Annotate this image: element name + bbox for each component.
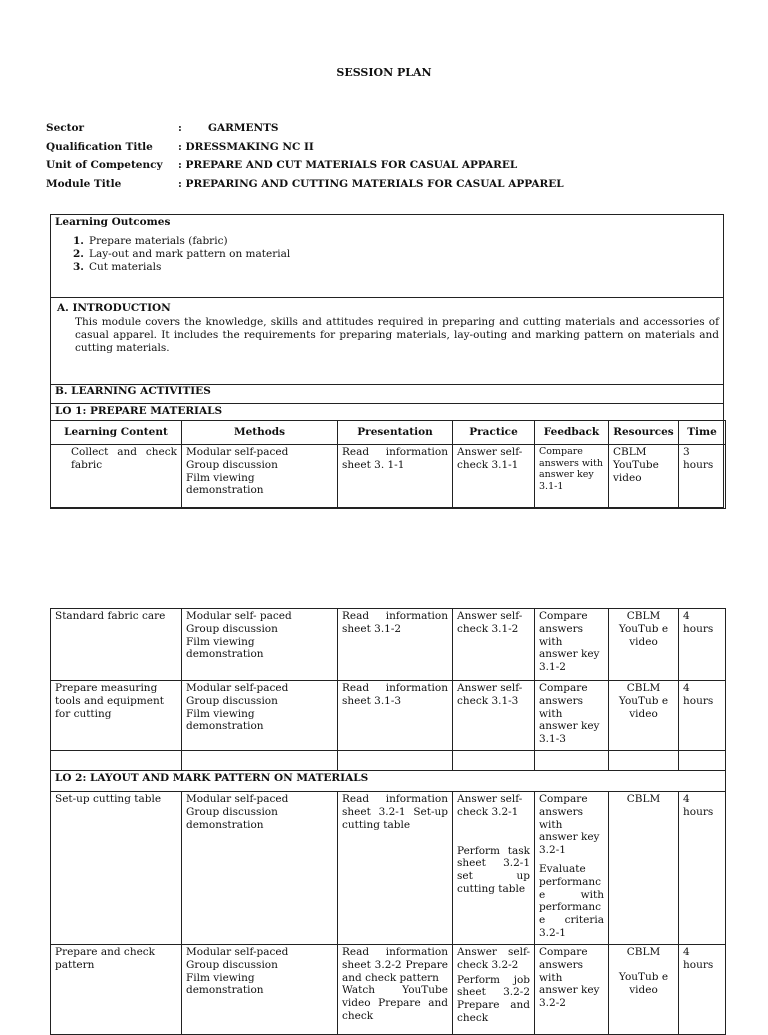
meta-sector-label: Sector <box>46 122 85 134</box>
table-row <box>51 792 726 945</box>
cell-time: 4 hours <box>679 681 726 751</box>
page-title: SESSION PLAN <box>336 66 432 79</box>
table-row <box>51 609 726 681</box>
cell-content: Standard fabric care <box>51 609 182 681</box>
table-row-empty <box>51 751 726 771</box>
cell-practice: Answer self-check 3.1-2 <box>453 609 535 681</box>
meta-module: Module Title : PREPARING AND CUTTING MATERIALS FOR CASUAL APPAREL <box>46 177 564 190</box>
table-row <box>51 681 726 751</box>
learning-activities-heading: B. LEARNING ACTIVITIES <box>55 385 211 397</box>
meta-module-value: PREPARING AND CUTTING MATERIALS FOR CASUAL APPAREL <box>185 177 564 190</box>
lo2-heading: LO 2: LAYOUT AND MARK PATTERN ON MATERIALS <box>51 771 726 792</box>
cell-content: Prepare and check pattern <box>51 945 182 1035</box>
cell-feedback: Compare answers with answer key 3.2-1 Evaluate performanc e with performanc e criteria 3.2-1 <box>535 792 609 945</box>
column-header: Methods <box>182 421 338 445</box>
divider <box>51 297 723 298</box>
cell-time: 4 hours <box>679 945 726 1035</box>
cell-presentation: Read information sheet 3.1-2 <box>338 609 453 681</box>
cell-practice: Answer self-check 3.2-1 Perform task sheet 3.2-1 set up cutting table <box>453 792 535 945</box>
meta-sector-value: GARMENTS <box>208 122 279 134</box>
column-header: Resources <box>609 421 679 445</box>
list-item: 3. Cut materials <box>73 260 162 273</box>
meta-unit: Unit of Competency : PREPARE AND CUT MATERIALS FOR CASUAL APPAREL <box>46 159 518 171</box>
column-header: Time <box>679 421 726 445</box>
cell-presentation: Read information sheet 3.2-1 Set-up cutting table <box>338 792 453 945</box>
cell-resources: CBLM YouTub e video <box>609 945 679 1035</box>
table-header-row <box>51 421 726 445</box>
cell-practice: Answer self-check 3.2-2 Perform job sheet 3.2-2 Prepare and check <box>453 945 535 1035</box>
cell-resources: CBLM YouTub e video <box>609 609 679 681</box>
cell-feedback: Compare answers with answer key 3.1-1 <box>535 445 609 509</box>
cell-feedback: Compare answers with answer key 3.1-2 <box>535 609 609 681</box>
learning-outcomes-list <box>73 235 290 273</box>
session-meta <box>46 122 564 196</box>
table-row <box>51 945 726 1035</box>
meta-unit-value: PREPARE AND CUT MATERIALS FOR CASUAL APPAREL <box>185 159 518 171</box>
cell-content: Prepare measuring tools and equipment for cutting <box>51 681 182 751</box>
cell-resources: CBLM YouTube video <box>609 445 679 509</box>
divider <box>51 403 723 404</box>
cell-presentation: Read information sheet 3. 1-1 <box>338 445 453 509</box>
activities-table-lo1 <box>50 420 726 509</box>
cell-time: 3 hours <box>679 445 726 509</box>
cell-feedback: Compare answers with answer key 3.2-2 <box>535 945 609 1035</box>
column-header: Learning Content <box>51 421 182 445</box>
cell-presentation: Read information sheet 3.1-3 <box>338 681 453 751</box>
cell-methods: Modular self-paced Group discussion Film viewing demonstration <box>182 445 338 509</box>
cell-practice: Answer self-check 3.1-3 <box>453 681 535 751</box>
cell-practice: Answer self-check 3.1-1 <box>453 445 535 509</box>
learning-outcomes-heading: Learning Outcomes <box>55 216 171 228</box>
introduction-text: This module covers the knowledge, skills and attitudes required in preparing and cutting materials and accessories of casual apparel. It includes the requirements for preparing materials, lay-outing and marking pattern on materials and cutting materials. <box>75 316 719 354</box>
cell-presentation: Read information sheet 3.2-2 Prepare and check pattern Watch YouTube video Prepare and check <box>338 945 453 1035</box>
meta-qualification-label: Qualification Title <box>46 140 153 153</box>
list-item: 1. Prepare materials (fabric) <box>73 235 228 247</box>
meta-unit-label: Unit of Competency <box>46 159 163 171</box>
cell-content: Set-up cutting table <box>51 792 182 945</box>
cell-resources: CBLM YouTub e video <box>609 681 679 751</box>
cell-methods: Modular self- paced Group discussion Film viewing demonstration <box>182 609 338 681</box>
list-item: 2. Lay-out and mark pattern on material <box>73 247 291 260</box>
column-header: Presentation <box>338 421 453 445</box>
meta-module-label: Module Title <box>46 177 122 190</box>
cell-feedback: Compare answers with answer key 3.1-3 <box>535 681 609 751</box>
lo2-heading-row <box>51 771 726 792</box>
introduction-heading: A. INTRODUCTION <box>57 302 171 314</box>
cell-time: 4 hours <box>679 792 726 945</box>
table-row <box>51 445 726 509</box>
cell-content: Collect and check fabric <box>51 445 182 509</box>
column-header: Feedback <box>535 421 609 445</box>
lo1-heading: LO 1: PREPARE MATERIALS <box>55 405 223 417</box>
cell-time: 4 hours <box>679 609 726 681</box>
meta-qualification-value: DRESSMAKING NC II <box>185 140 314 153</box>
cell-methods: Modular self-paced Group discussion demonstration <box>182 792 338 945</box>
column-header: Practice <box>453 421 535 445</box>
cell-methods: Modular self-paced Group discussion Film viewing demonstration <box>182 681 338 751</box>
cell-resources: CBLM <box>609 792 679 945</box>
activities-table-continued <box>50 608 726 1035</box>
cell-methods: Modular self-paced Group discussion Film viewing demonstration <box>182 945 338 1035</box>
meta-sector: Sector : GARMENTS <box>46 122 279 134</box>
meta-qualification: Qualification Title : DRESSMAKING NC II <box>46 140 314 153</box>
